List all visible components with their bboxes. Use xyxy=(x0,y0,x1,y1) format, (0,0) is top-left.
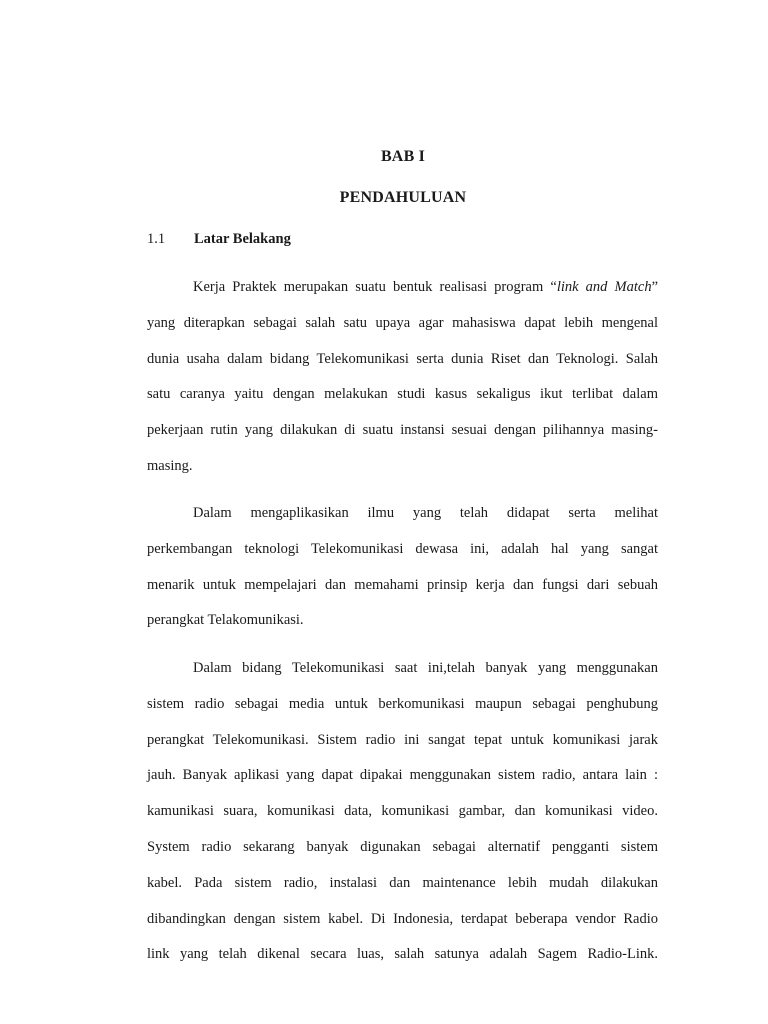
paragraph-line: perkembangan teknologi Telekomunikasi dewasa ini, adalah hal yang sangat xyxy=(147,540,658,557)
chapter-title: PENDAHULUAN xyxy=(339,189,467,206)
paragraph-line: masing. xyxy=(147,457,193,474)
text-run: Kerja Praktek merupakan suatu bentuk realisasi program “ xyxy=(193,279,557,295)
paragraph-line: yang diterapkan sebagai salah satu upaya agar mahasiswa dapat lebih mengenal xyxy=(147,314,658,331)
paragraph-line: perangkat Telakomunikasi. xyxy=(147,612,304,629)
paragraph-1 xyxy=(147,270,658,485)
paragraph-line: perangkat Telekomunikasi. Sistem radio ini sangat tepat untuk komunikasi jarak xyxy=(147,731,658,748)
paragraph-line: link yang telah dikenal secara luas, salah satunya adalah Sagem Radio-Link. xyxy=(147,946,658,963)
italic-term: link and Match xyxy=(556,279,652,295)
text-run: ” xyxy=(651,279,659,295)
paragraph-line: Dalam bidang Telekomunikasi saat ini,telah banyak yang menggunakan xyxy=(193,660,658,676)
paragraph-line: kamunikasi suara, komunikasi data, komunikasi gambar, dan komunikasi video. xyxy=(147,803,658,820)
paragraph-line: dunia usaha dalam bidang Telekomunikasi serta dunia Riset dan Teknologi. Salah xyxy=(147,350,658,367)
paragraph-line: Dalam mengaplikasikan ilmu yang telah didapat serta melihat xyxy=(193,505,658,521)
paragraph-line: sistem radio sebagai media untuk berkomunikasi maupun sebagai penghubung xyxy=(147,695,658,712)
section-heading xyxy=(147,231,291,248)
paragraph-line: pekerjaan rutin yang dilakukan di suatu instansi sesuai dengan pilihannya masing- xyxy=(147,422,658,439)
paragraph-line: kabel. Pada sistem radio, instalasi dan maintenance lebih mudah dilakukan xyxy=(147,874,658,891)
paragraph-line: menarik untuk mempelajari dan memahami prinsip kerja dan fungsi dari sebuah xyxy=(147,576,658,593)
section-number: 1.1 xyxy=(147,231,166,247)
paragraph-line: dibandingkan dengan sistem kabel. Di Indonesia, terdapat beberapa vendor Radio xyxy=(147,910,658,927)
section-title: Latar Belakang xyxy=(194,231,291,247)
paragraph-line xyxy=(147,270,658,306)
chapter-heading: BAB I xyxy=(380,148,426,165)
paragraph-2 xyxy=(147,496,658,639)
paragraph-line: satu caranya yaitu dengan melakukan studi kasus sekaligus ikut terlibat dalam xyxy=(147,386,658,403)
paragraph-line: System radio sekarang banyak digunakan sebagai alternatif pengganti sistem xyxy=(147,838,658,855)
paragraph-3 xyxy=(147,651,658,973)
paragraph-line: jauh. Banyak aplikasi yang dapat dipakai menggunakan sistem radio, antara lain : xyxy=(147,767,658,784)
